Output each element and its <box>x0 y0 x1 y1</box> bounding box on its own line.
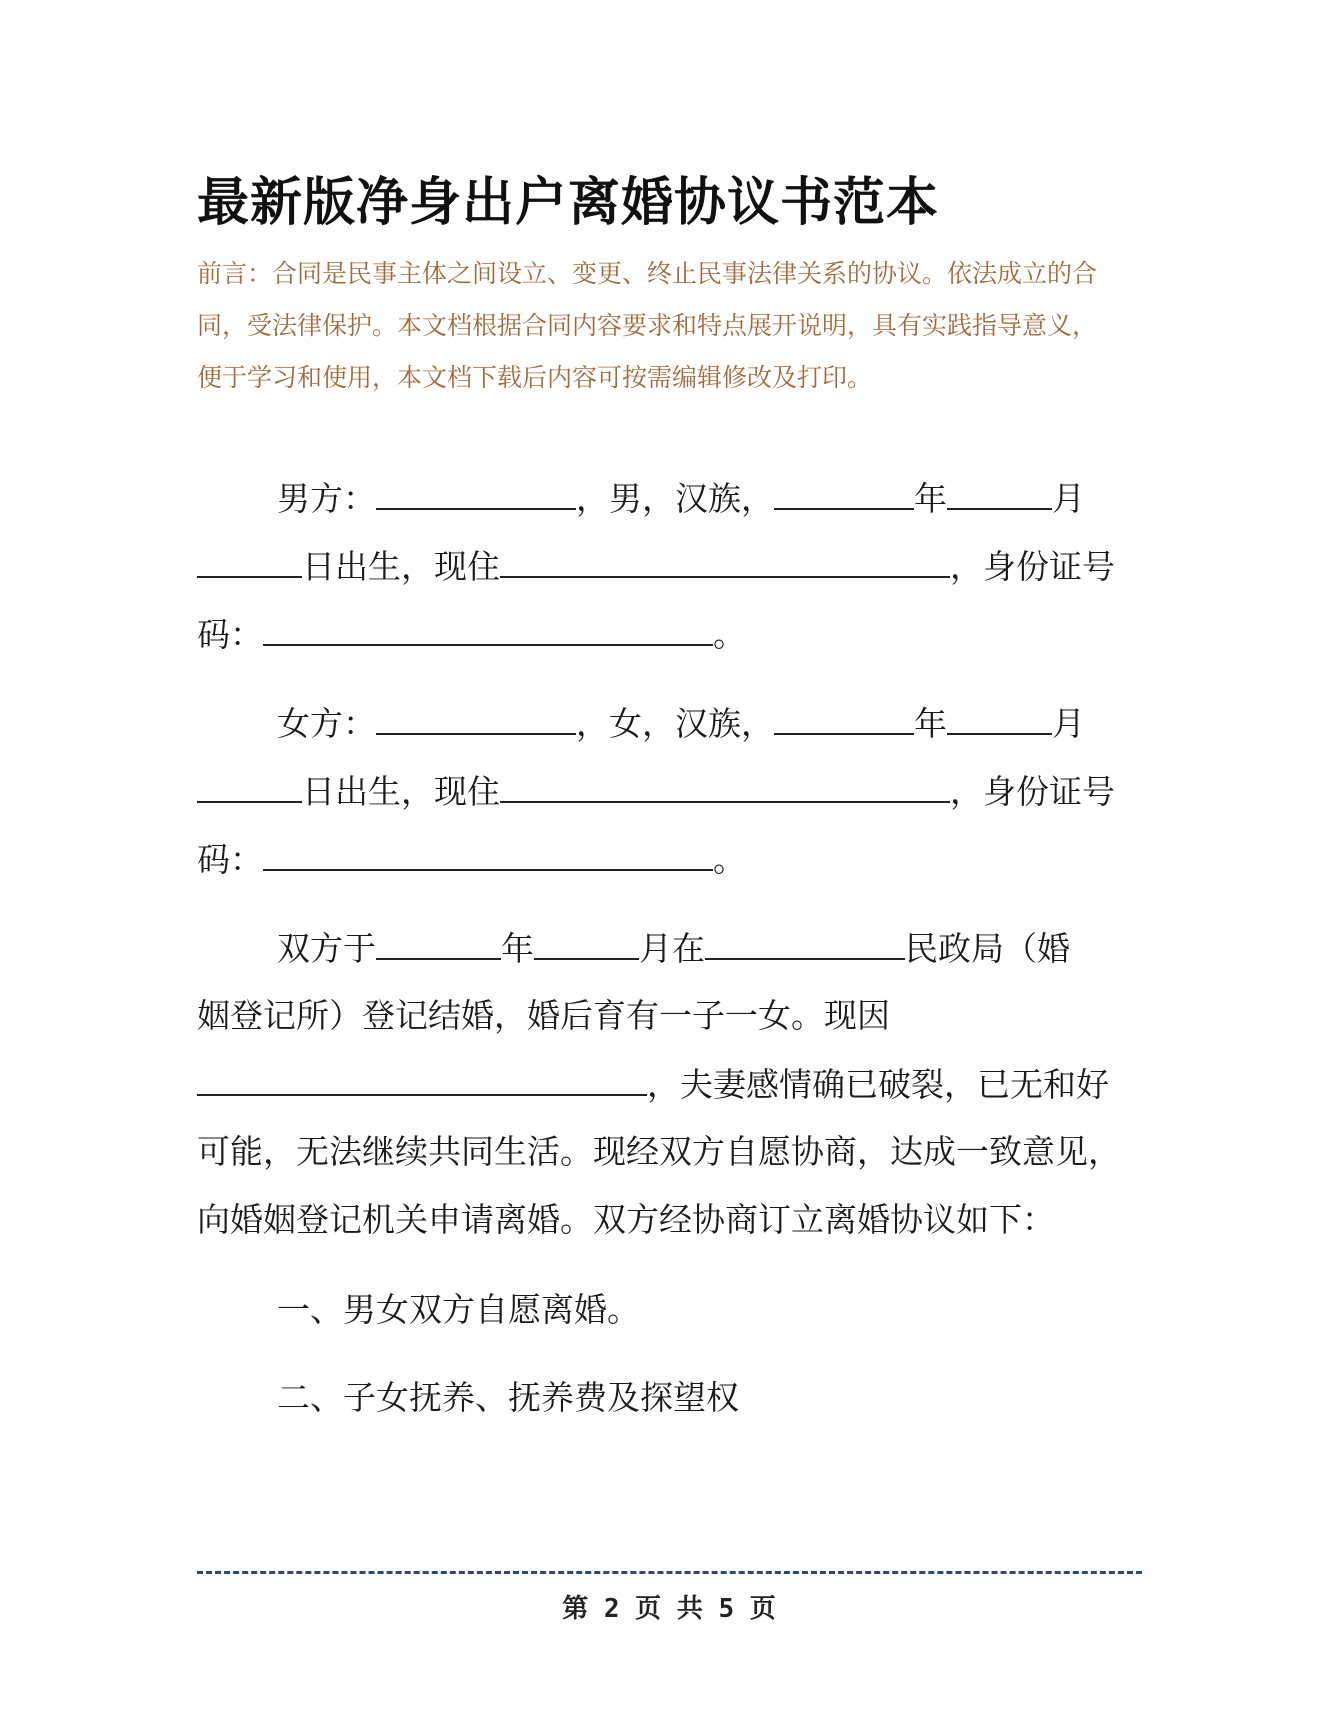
marriage-month-blank[interactable] <box>534 928 639 960</box>
marriage-line-1 <box>277 928 1070 969</box>
marriage-year-blank[interactable] <box>376 928 501 960</box>
marriage-reason-blank[interactable] <box>197 1064 647 1096</box>
male-id-blank[interactable] <box>263 614 713 646</box>
clause-1: 一、男女双方自愿离婚。 <box>277 1290 640 1329</box>
marriage-line-4: 可能，无法继续共同生活。现经双方自愿协商，达成一致意见， <box>197 1132 1121 1171</box>
male-year-label: 年 <box>914 479 947 518</box>
marriage-line-3 <box>197 1064 1109 1105</box>
male-address-blank[interactable] <box>500 546 950 578</box>
female-id-blank[interactable] <box>263 839 713 871</box>
document-title: 最新版净身出户离婚协议书范本 <box>197 173 940 233</box>
preface-line: 便于学习和使用，本文档下载后内容可按需编辑修改及打印。 <box>197 363 873 392</box>
female-month-blank[interactable] <box>947 703 1052 735</box>
male-year-blank[interactable] <box>774 478 914 510</box>
male-id-label-2: 码： <box>197 615 263 654</box>
male-end: 。 <box>713 615 746 654</box>
female-name-blank[interactable] <box>376 703 576 735</box>
female-born: 日出生，现住 <box>302 772 500 811</box>
male-label: 男方： <box>277 479 376 518</box>
female-end: 。 <box>713 840 746 879</box>
male-day-blank[interactable] <box>197 546 302 578</box>
male-month-label: 月 <box>1052 479 1085 518</box>
marriage-line-5: 向婚姻登记机关申请离婚。双方经协商订立离婚协议如下： <box>197 1200 1055 1239</box>
preface-line: 同，受法律保护。本文档根据合同内容要求和特点展开说明，具有实践指导意义， <box>197 311 1098 340</box>
female-id-label-2: 码： <box>197 840 263 879</box>
male-born: 日出生，现住 <box>302 547 500 586</box>
marriage-reason: ，夫妻感情确已破裂，已无和好 <box>647 1065 1109 1104</box>
footer-divider <box>197 1571 1142 1574</box>
male-line-2 <box>197 546 1115 587</box>
marriage-year: 年 <box>501 929 534 968</box>
female-month-label: 月 <box>1052 704 1085 743</box>
marriage-month: 月在 <box>639 929 705 968</box>
preface <box>197 248 1147 404</box>
female-line-3 <box>197 839 746 880</box>
marriage-bureau: 民政局（婚 <box>905 929 1070 968</box>
marriage-bureau-blank[interactable] <box>705 928 905 960</box>
male-name-blank[interactable] <box>376 478 576 510</box>
female-line-1 <box>277 703 1085 744</box>
female-line-2 <box>197 771 1115 812</box>
male-gender: ，男，汉族， <box>576 479 774 518</box>
marriage-line-2: 姻登记所）登记结婚，婚后育有一子一女。现因 <box>197 996 890 1035</box>
male-line-3 <box>197 614 746 655</box>
page-number: 第 2 页 共 5 页 <box>562 1594 776 1624</box>
female-year-label: 年 <box>914 704 947 743</box>
marriage-p1: 双方于 <box>277 929 376 968</box>
female-label: 女方： <box>277 704 376 743</box>
male-line-1 <box>277 478 1085 519</box>
female-day-blank[interactable] <box>197 771 302 803</box>
female-address-blank[interactable] <box>500 771 950 803</box>
male-month-blank[interactable] <box>947 478 1052 510</box>
clause-2: 二、子女抚养、抚养费及探望权 <box>277 1378 739 1417</box>
female-year-blank[interactable] <box>774 703 914 735</box>
female-id-label: ，身份证号 <box>950 772 1115 811</box>
female-gender: ，女，汉族， <box>576 704 774 743</box>
male-id-label: ，身份证号 <box>950 547 1115 586</box>
preface-line: 前言：合同是民事主体之间设立、变更、终止民事法律关系的协议。依法成立的合 <box>197 259 1098 288</box>
